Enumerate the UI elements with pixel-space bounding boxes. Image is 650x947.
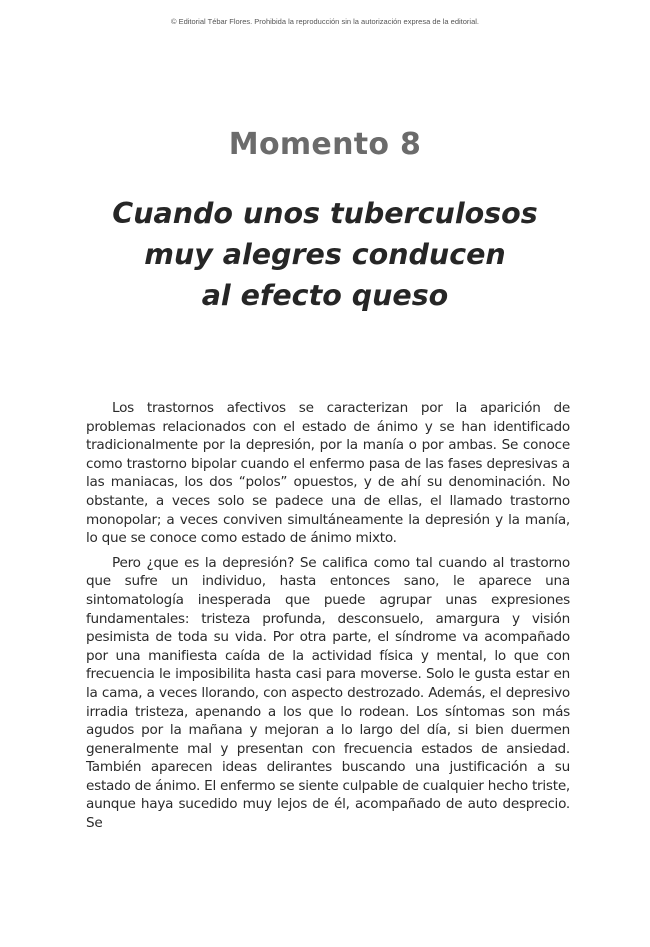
body-text: [86, 399, 570, 839]
chapter-title-line: al efecto queso: [201, 279, 449, 312]
chapter-title-line: Cuando unos tuberculosos: [112, 197, 538, 230]
chapter-number: Momento 8: [228, 127, 422, 162]
copyright-notice: © Editorial Tébar Flores. Prohibida la reproducción sin la autorización expresa de la editorial.: [170, 17, 480, 26]
paragraph: Los trastornos afectivos se caracterizan por la aparición de problemas relacionados con el estado de ánimo y se han identificado tradicionalmente por la depresión, por la manía o por ambas. Se conoce como trastorno bipolar cuando el enfermo pasa de las fases depresivas a las maniacas, los dos “polos” opuestos, y de ahí su denominación. No obstante, a veces solo se padece una de ellas, el llamado trastorno monopolar; a veces conviven simultáneamente la depresión y la manía, lo que se conoce como estado de ánimo mixto.: [86, 400, 570, 547]
chapter-title-line: muy alegres conducen: [144, 238, 506, 271]
chapter-title: [60, 193, 590, 316]
paragraph: Pero ¿que es la depresión? Se califica como tal cuando al trastorno que sufre un individuo, hasta entonces sano, le aparece una sintomatología inesperada que puede agrupar unas expresiones fundamentales: tristeza profunda, desconsuelo, amargura y visión pesimista de toda su vida. Por otra parte, el síndrome va acompañado por una manifiesta caída de la actividad física y mental, lo que con frecuencia le imposibilita hasta casi para moverse. Solo le gusta estar en la cama, a veces llorando, con aspecto destrozado. Además, el depresivo irradia tristeza, apenando a los que lo rodean. Los síntomas son más agudos por la mañana y mejoran a lo largo del día, si bien duermen generalmente mal y presentan con frecuencia estados de ansiedad. También aparecen ideas delirantes buscando una justificación a su estado de ánimo. El enfermo se siente culpable de cualquier hecho triste, aunque haya sucedido muy lejos de él, acompañado de auto desprecio. Se: [86, 554, 571, 832]
